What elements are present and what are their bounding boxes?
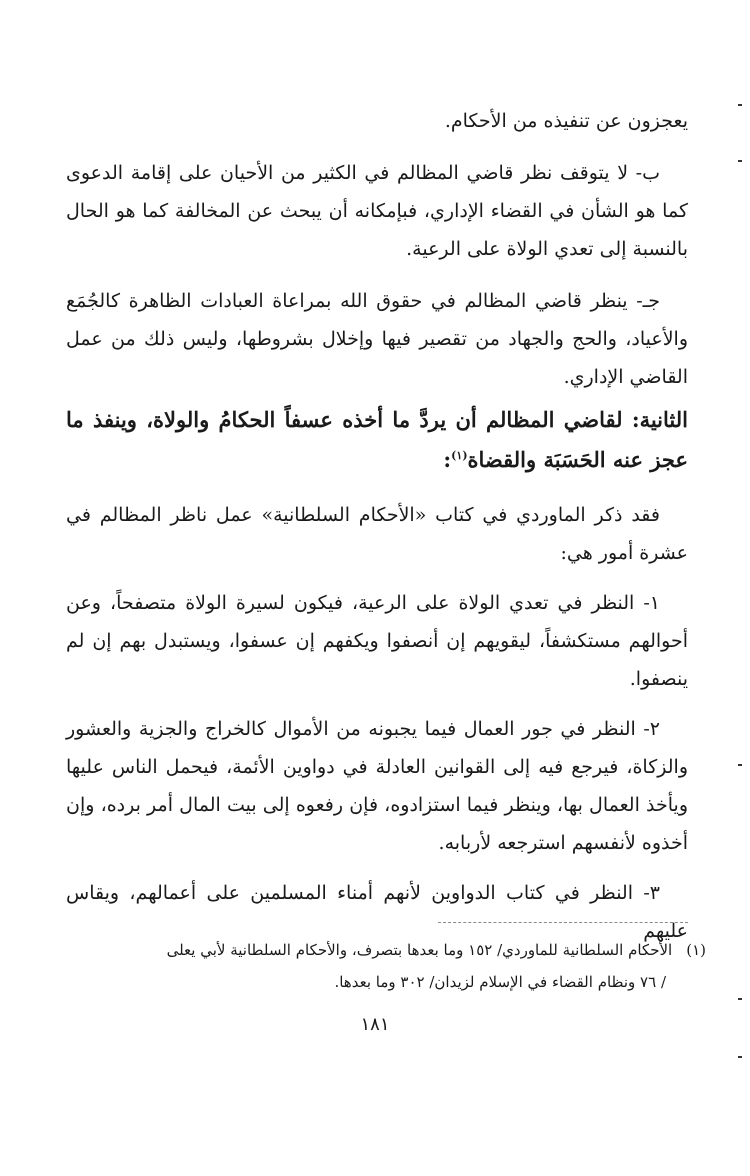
margin-mark <box>738 160 742 162</box>
footnote <box>66 934 706 998</box>
paragraph-item-2: ٢- النظر في جور العمال فيما يجبونه من الأموال كالخراج والجزية والعشور والزكاة، فيرجع فيه إلى القوانين العادلة في دواوين الأئمة، فيحمل الناس عليها ويأخذ العمال بها، وينظر فيما استزادوه، فإن رفعوه إلى بيت المال أمر برده، وإن أخذوه لأنفسهم استرجعه لأربابه. <box>66 718 688 854</box>
paragraph-b: ب- لا يتوقف نظر قاضي المظالم في الكثير من الأحيان على إقامة الدعوى كما هو الشأن في القضاء الإداري، فبإمكانه أن يبحث عن المخالفة كما هو الحال بالنسبة إلى تعدي الولاة على الرعية. <box>66 162 688 260</box>
page-number: ١٨١ <box>360 1014 390 1035</box>
paragraph-continuation: يعجزون عن تنفيذه من الأحكام. <box>444 110 688 132</box>
margin-mark <box>738 764 742 766</box>
paragraph-intro: فقد ذكر الماوردي في كتاب «الأحكام السلطانية» عمل ناظر المظالم في عشرة أمور هي: <box>66 504 688 564</box>
heading-label: الثانية: <box>631 407 688 432</box>
section-heading <box>66 400 688 480</box>
footnote-number: (١) <box>686 941 706 959</box>
paragraph-item-1: ١- النظر في تعدي الولاة على الرعية، فيكون لسيرة الولاة متصفحاً، وعن أحوالهم مستكشفاً، ليقويهم إن أنصفوا ويكفهم إن عسفوا، ويستبدل بهم إن لم ينصفوا. <box>66 592 688 690</box>
footnote-ref: (١) <box>451 449 468 462</box>
footnote-line-1: (١)الأحكام السلطانية للماوردي/ ١٥٢ وما بعدها بتصرف، والأحكام السلطانية لأبي يعلى <box>166 941 706 959</box>
margin-mark <box>738 1056 742 1058</box>
footnote-separator <box>438 922 688 923</box>
margin-mark <box>738 104 742 106</box>
heading-end: : <box>443 447 452 472</box>
margin-mark <box>738 998 742 1000</box>
footnote-line-2: / ٧٦ ونظام القضاء في الإسلام لزيدان/ ٣٠٢ وما بعدها. <box>334 973 666 991</box>
paragraph-jim: جـ- ينظر قاضي المظالم في حقوق الله بمراعاة العبادات الظاهرة كالجُمَع والأعياد، والحج والجهاد من تقصير فيها وإخلال بشروطها، وليس ذلك من عمل القاضي الإداري. <box>66 290 688 388</box>
heading-text: لقاضي المظالم أن يردَّ ما أخذه عسفاً الحكامُ والولاة، وينفذ ما عجز عنه الحَسَبَة والقضاة <box>66 407 688 472</box>
paragraph-item-3: ٣- النظر في كتاب الدواوين لأنهم أمناء المسلمين على أعمالهم، ويقاس عليهم <box>66 882 688 942</box>
